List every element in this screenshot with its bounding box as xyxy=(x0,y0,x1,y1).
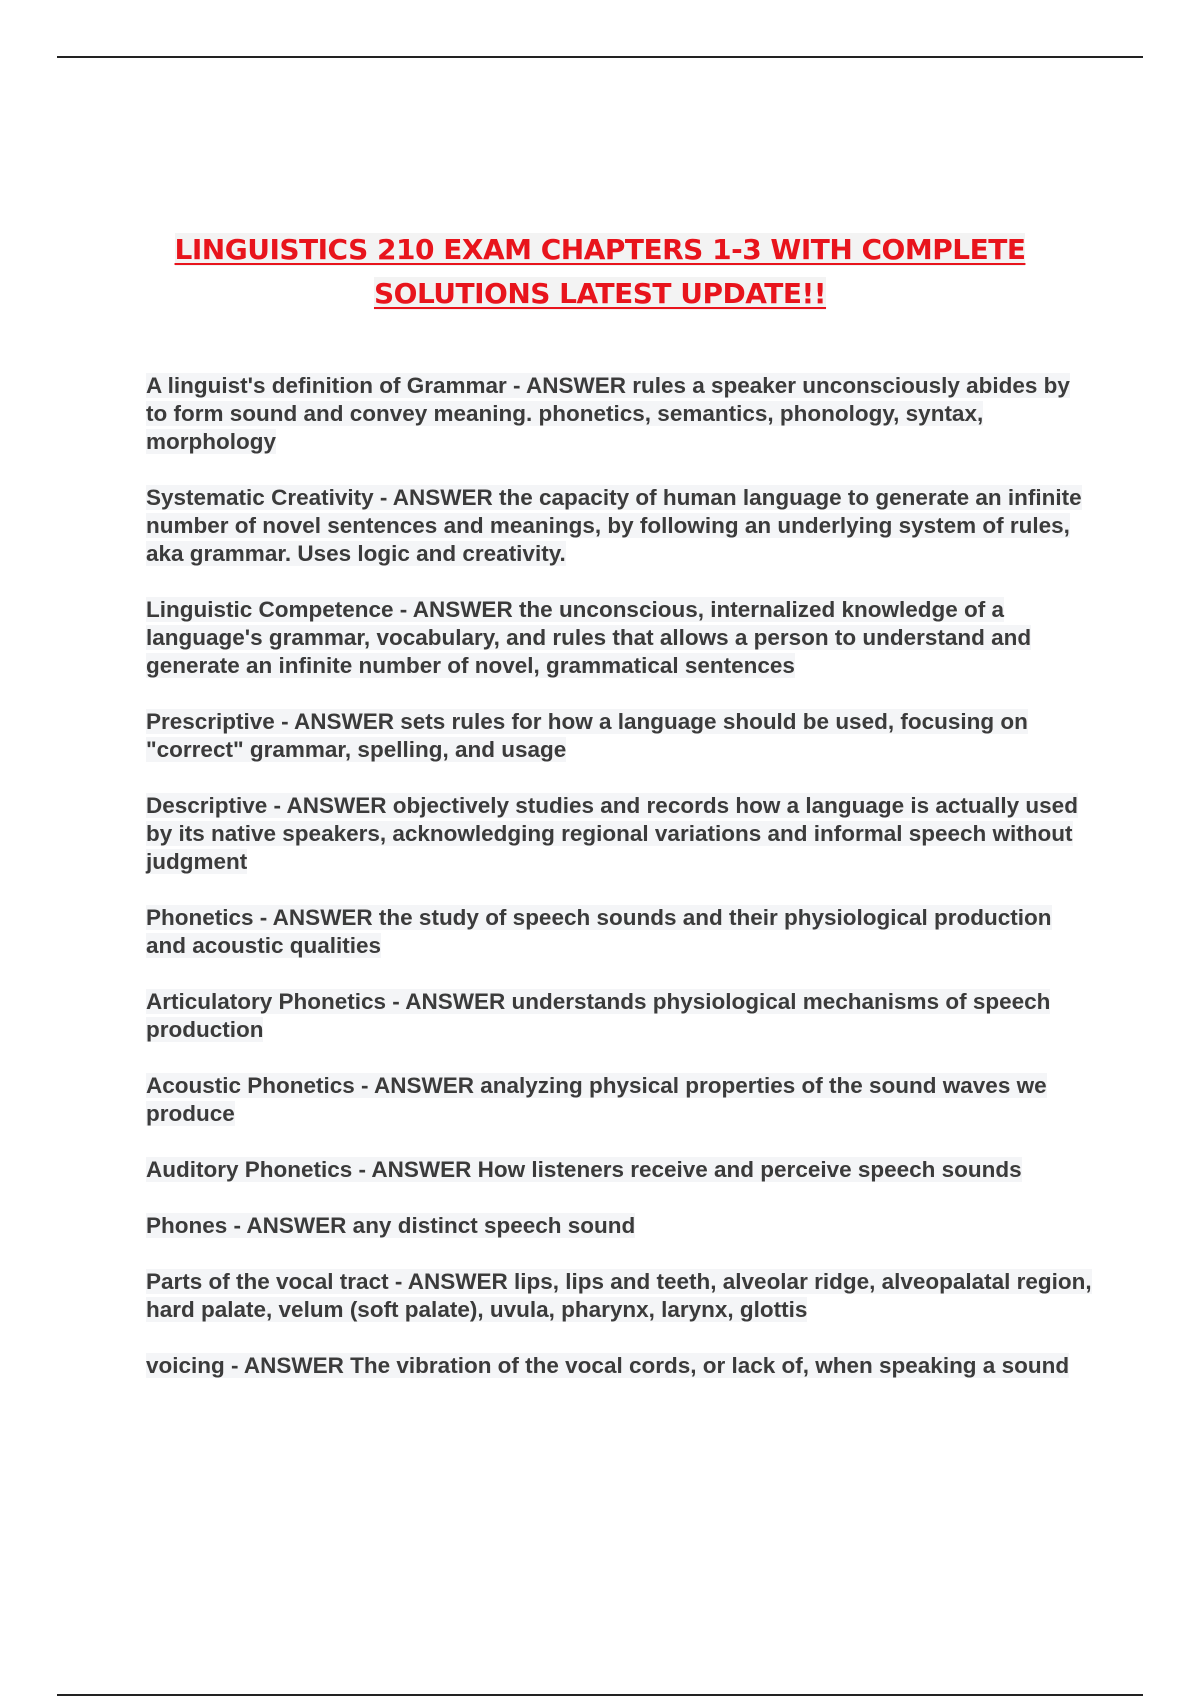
title-line-1: LINGUISTICS 210 EXAM CHAPTERS 1-3 WITH COMPLETE xyxy=(174,233,1026,266)
qa-entry-acoustic-phonetics: Acoustic Phonetics - ANSWER analyzing physical properties of the sound waves we produce xyxy=(146,1073,1047,1126)
qa-entry-vocal-tract: Parts of the vocal tract - ANSWER lips, lips and teeth, alveolar ridge, alveopalatal region, hard palate, velum (soft palate), uvula, pharynx, larynx, glottis xyxy=(146,1269,1092,1322)
qa-entry-linguistic-competence: Linguistic Competence - ANSWER the unconscious, internalized knowledge of a language's grammar, vocabulary, and rules that allows a person to understand and generate an infinite number of novel, grammatical sentences xyxy=(146,597,1032,678)
qa-entry-articulatory-phonetics: Articulatory Phonetics - ANSWER understands physiological mechanisms of speech production xyxy=(146,989,1051,1042)
top-rule xyxy=(57,56,1143,58)
qa-entry-systematic-creativity: Systematic Creativity - ANSWER the capacity of human language to generate an infinite number of novel sentences and meanings, by following an underlying system of rules, aka grammar. Uses logic and creativity. xyxy=(146,485,1082,566)
qa-entry-auditory-phonetics: Auditory Phonetics - ANSWER How listeners receive and perceive speech sounds xyxy=(146,1157,1022,1182)
title-line-2: SOLUTIONS LATEST UPDATE!! xyxy=(373,277,827,310)
qa-entry-phones: Phones - ANSWER any distinct speech sound xyxy=(146,1213,636,1238)
bottom-rule xyxy=(57,1694,1143,1696)
qa-entry-prescriptive: Prescriptive - ANSWER sets rules for how a language should be used, focusing on "correct" grammar, spelling, and usage xyxy=(146,709,1028,762)
document-title xyxy=(0,228,1200,316)
qa-entry-grammar: A linguist's definition of Grammar - ANSWER rules a speaker unconsciously abides by to form sound and convey meaning. phonetics, semantics, phonology, syntax, morphology xyxy=(146,373,1070,454)
qa-entry-phonetics: Phonetics - ANSWER the study of speech sounds and their physiological production and acoustic qualities xyxy=(146,905,1052,958)
qa-entry-voicing: voicing - ANSWER The vibration of the vocal cords, or lack of, when speaking a sound xyxy=(146,1353,1070,1378)
qa-list xyxy=(146,372,1096,1408)
qa-entry-descriptive: Descriptive - ANSWER objectively studies and records how a language is actually used by its native speakers, acknowledging regional variations and informal speech without judgment xyxy=(146,793,1078,874)
